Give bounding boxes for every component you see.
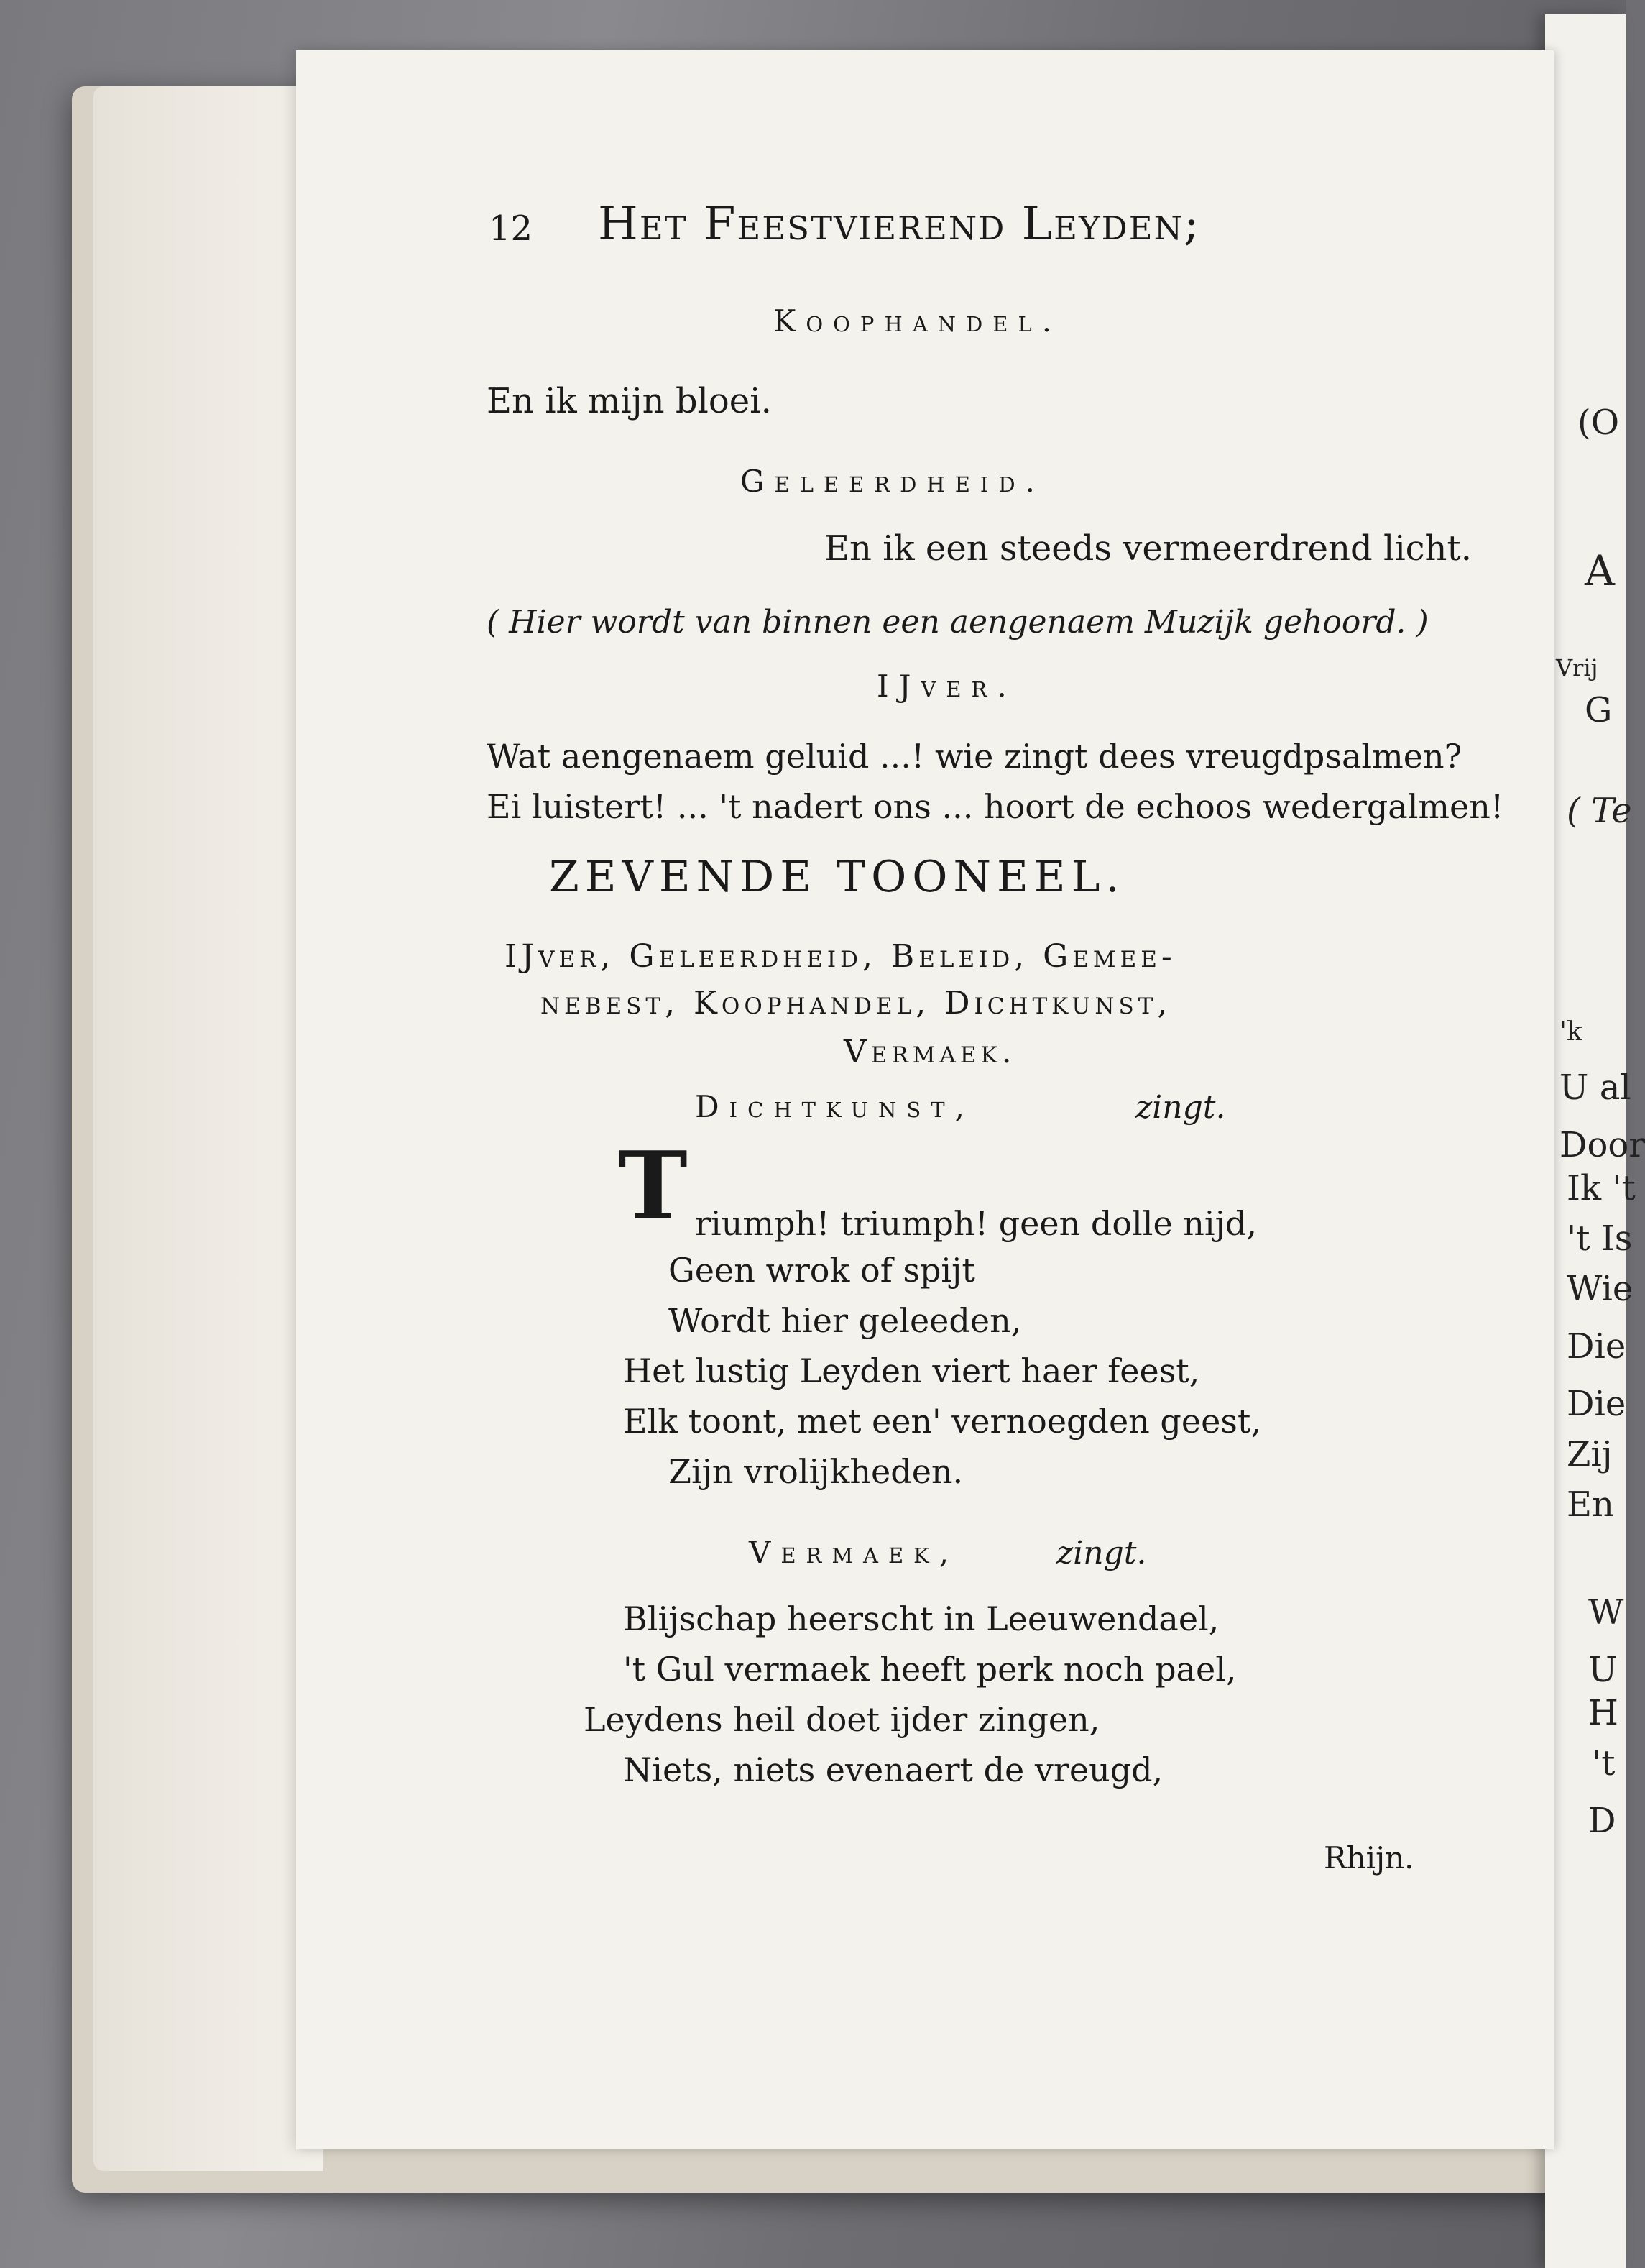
verse-line: Ei luistert! ... 't nadert ons ... hoort de echoos wedergalmen!	[487, 787, 1504, 826]
cast-list-line: nebest, Koophandel, Dichtkunst,	[540, 985, 1172, 1021]
right-fragment: D	[1588, 1801, 1616, 1841]
right-fragment: 't	[1592, 1743, 1616, 1783]
stage-direction: ( Hier wordt van binnen een aengenaem Muzijk gehoord. )	[487, 604, 1429, 641]
right-fragment: Door	[1559, 1125, 1645, 1165]
right-fragment: A	[1585, 546, 1615, 595]
right-fragment: W	[1588, 1592, 1624, 1633]
song-line: Wordt hier geleeden,	[668, 1301, 1022, 1340]
song-line: Blijschap heerscht in Leeuwendael,	[623, 1599, 1220, 1638]
page-number: 12	[489, 208, 533, 249]
left-page-edges	[93, 86, 323, 2171]
right-fragment: Ik 't	[1567, 1168, 1636, 1208]
running-title: Het Feestvierend Leyden;	[598, 198, 1201, 251]
book-page	[296, 50, 1554, 2149]
right-fragment: ( Te	[1567, 791, 1632, 831]
speaker-vermaek: Vermaek,	[749, 1535, 959, 1570]
verse-line: En ik mijn bloei.	[487, 381, 772, 421]
right-fragment: Vrij	[1556, 654, 1598, 681]
right-fragment: Zij	[1567, 1434, 1613, 1474]
speaker-direction: zingt.	[1056, 1535, 1147, 1571]
right-fragment: Die	[1567, 1326, 1626, 1367]
right-fragment: U	[1588, 1650, 1618, 1690]
speaker-dichtkunst: Dichtkunst,	[695, 1089, 974, 1124]
speaker-geleerdheid: Geleerdheid.	[740, 464, 1045, 499]
right-fragment: H	[1588, 1693, 1618, 1733]
right-fragment: Die	[1567, 1384, 1626, 1424]
song-line: riumph! triumph! geen dolle nijd,	[695, 1204, 1257, 1243]
song-line: Elk toont, met een' vernoegden geest,	[623, 1402, 1262, 1441]
right-fragment: 'k	[1559, 1017, 1582, 1047]
song-line: Zijn vrolijkheden.	[668, 1452, 964, 1491]
catchword: Rhijn.	[1324, 1840, 1414, 1876]
right-fragment: En	[1567, 1484, 1614, 1525]
speaker-direction: zingt.	[1135, 1089, 1226, 1126]
song-line: 't Gul vermaek heeft perk noch pael,	[623, 1650, 1237, 1689]
song-line: Het lustig Leyden viert haer feest,	[623, 1351, 1200, 1390]
song-line: Niets, niets evenaert de vreugd,	[623, 1750, 1164, 1789]
drop-cap: T	[618, 1131, 688, 1241]
verse-line: En ik een steeds vermeerdrend licht.	[824, 528, 1473, 569]
song-line: Geen wrok of spijt	[668, 1251, 975, 1290]
song-line: Leydens heil doet ijder zingen,	[584, 1700, 1100, 1739]
speaker-ijver: IJver.	[877, 669, 1017, 704]
speaker-koophandel: Koophandel.	[773, 303, 1062, 339]
verse-line: Wat aengenaem geluid ...! wie zingt dees vreugdpsalmen?	[487, 737, 1462, 776]
right-page	[1545, 14, 1645, 2268]
right-fragment: G	[1585, 690, 1613, 730]
right-fragment: 't Is	[1567, 1218, 1633, 1259]
cast-list-line: IJver, Geleerdheid, Beleid, Gemee-	[504, 938, 1176, 975]
right-fragment: U al	[1559, 1068, 1631, 1108]
right-fragment: (O	[1577, 403, 1620, 443]
scene-title: ZEVENDE TOONEEL.	[549, 852, 1125, 902]
cast-list-line: Vermaek.	[844, 1034, 1016, 1070]
right-fragment: Wie	[1567, 1269, 1634, 1309]
